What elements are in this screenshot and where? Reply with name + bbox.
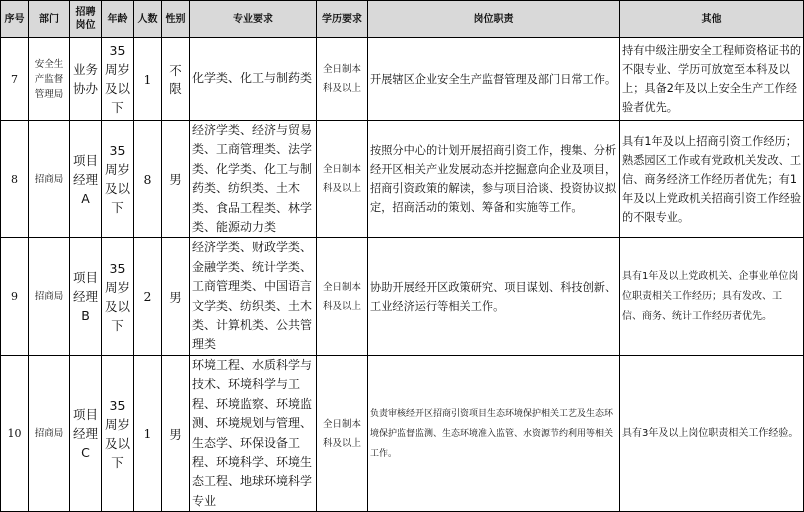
header-row: [1, 1, 804, 38]
seq-cell: 10: [1, 355, 29, 511]
edu-cell: 全日制本科及以上: [317, 121, 368, 238]
header-dept: 部门: [29, 1, 70, 38]
seq-cell: 8: [1, 121, 29, 238]
seq-cell: 9: [1, 238, 29, 355]
table-row: [1, 238, 804, 355]
age-cell: 35周岁及以下: [102, 355, 134, 511]
edu-cell: 全日制本科及以上: [317, 355, 368, 511]
age-cell: 35周岁及以下: [102, 38, 134, 121]
table-row: [1, 121, 804, 238]
sex-cell: 男: [162, 121, 190, 238]
other-cell: 具有1年及以上党政机关、企事业单位岗位职责相关工作经历；具有发改、工信、商务、统计工作经历者优先。: [620, 238, 804, 355]
count-cell: 2: [134, 238, 162, 355]
header-duty: 岗位职责: [368, 1, 620, 38]
duty-cell: 按照分中心的计划开展招商引资工作，搜集、分析经开区相关产业发展动态并挖掘意向企业及项目，招商引资政策的解读，参与项目洽谈、投资协议拟定，招商活动的策划、筹备和实施等工作。: [368, 121, 620, 238]
header-major: 专业要求: [190, 1, 317, 38]
header-count: 人数: [134, 1, 162, 38]
table-row: [1, 355, 804, 511]
header-position: 招聘岗位: [70, 1, 102, 38]
position-cell: 项目经理B: [70, 238, 102, 355]
other-cell: 具有1年及以上招商引资工作经历；熟悉园区工作或有党政机关发改、工信、商务经济工作经历者优先；有1年及以上党政机关招商引资工作经验的不限专业。: [620, 121, 804, 238]
age-cell: 35周岁及以下: [102, 238, 134, 355]
major-cell: 经济学类、经济与贸易类、工商管理类、法学类、化学类、化工与制药类、纺织类、土木类、食品工程类、林学类、能源动力类: [190, 121, 317, 238]
dept-cell: 安全生产监督管理局: [29, 38, 70, 121]
sex-cell: 不限: [162, 38, 190, 121]
major-cell: 经济学类、财政学类、金融学类、统计学类、工商管理类、中国语言文学类、纺织类、土木类、计算机类、公共管理类: [190, 238, 317, 355]
major-cell: 环境工程、水质科学与技术、环境科学与工程、环境监察、环境监测、环境规划与管理、生态学、环保设备工程、环境科学、环境生态工程、地球环境科学专业: [190, 355, 317, 511]
major-cell: 化学类、化工与制药类: [190, 38, 317, 121]
dept-cell: 招商局: [29, 238, 70, 355]
edu-cell: 全日制本科及以上: [317, 238, 368, 355]
position-cell: 项目经理A: [70, 121, 102, 238]
header-seq: 序号: [1, 1, 29, 38]
count-cell: 8: [134, 121, 162, 238]
duty-cell: 开展辖区企业安全生产监督管理及部门日常工作。: [368, 38, 620, 121]
position-cell: 业务协办: [70, 38, 102, 121]
age-cell: 35周岁及以下: [102, 121, 134, 238]
other-cell: 具有3年及以上岗位职责相关工作经验。: [620, 355, 804, 511]
edu-cell: 全日制本科及以上: [317, 38, 368, 121]
count-cell: 1: [134, 38, 162, 121]
header-edu: 学历要求: [317, 1, 368, 38]
duty-cell: 协助开展经开区政策研究、项目谋划、科技创新、工业经济运行等相关工作。: [368, 238, 620, 355]
duty-cell: 负责审核经开区招商引资项目生态环境保护相关工艺及生态环境保护监督监测、生态环境准入监管、水资源节约利用等相关工作。: [368, 355, 620, 511]
table-row: [1, 38, 804, 121]
header-other: 其他: [620, 1, 804, 38]
sex-cell: 男: [162, 355, 190, 511]
other-cell: 持有中级注册安全工程师资格证书的不限专业、学历可放宽至本科及以上；具备2年及以上安全生产工作经验者优先。: [620, 38, 804, 121]
seq-cell: 7: [1, 38, 29, 121]
dept-cell: 招商局: [29, 355, 70, 511]
sex-cell: 男: [162, 238, 190, 355]
header-sex: 性别: [162, 1, 190, 38]
dept-cell: 招商局: [29, 121, 70, 238]
header-age: 年龄: [102, 1, 134, 38]
count-cell: 1: [134, 355, 162, 511]
position-cell: 项目经理C: [70, 355, 102, 511]
